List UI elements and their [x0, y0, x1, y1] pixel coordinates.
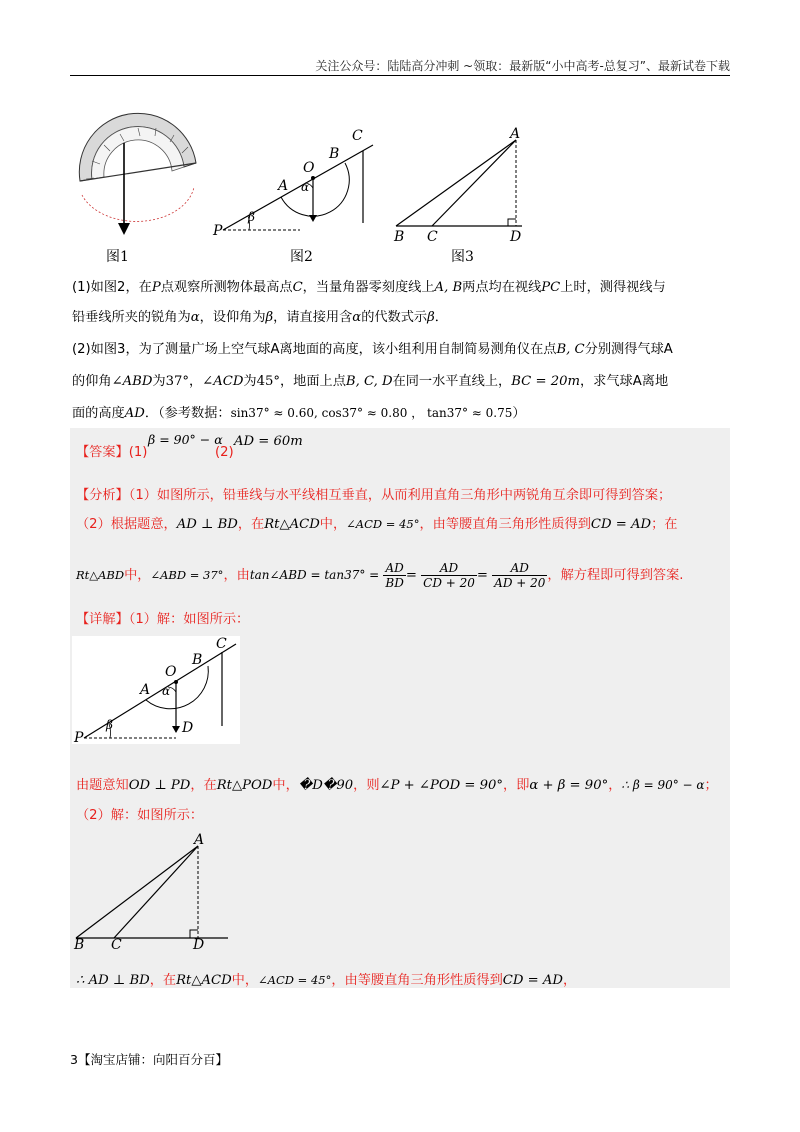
figure-1-protractor: [72, 95, 202, 245]
analysis-label: 【分析】: [76, 488, 129, 503]
fig3-label-B: B: [394, 229, 405, 245]
fig3-label-D: D: [510, 229, 522, 245]
detail-line-4: ∴ AD ⊥ BD，在Rt△ACD中，∠ACD = 45°，由等腰直角三角形性质得到CD = AD，: [76, 973, 577, 988]
page-footer: 3【淘宝店铺：向阳百分百】: [70, 1052, 228, 1067]
detail-figure-1: [72, 636, 240, 744]
header-divider: [70, 75, 730, 76]
fig2-label-beta: β: [248, 210, 255, 224]
figure-3-diagram: [388, 130, 528, 230]
detail-fig2-label-C: C: [111, 937, 122, 953]
fig2-label-B: B: [329, 146, 340, 162]
fraction-ad-bd: $\frac{AD}{BD}$: [385, 560, 404, 590]
fig2-label-P: P: [213, 223, 223, 239]
detail-figure-2: [72, 832, 232, 952]
detail-line-1: 【详解】（1）解：如图所示：: [76, 612, 250, 627]
answer-2: AD = 60m: [234, 434, 303, 449]
detail-fig1-label-alpha: α: [162, 684, 171, 698]
detail-fig1-label-D: D: [182, 720, 194, 736]
figure-3-caption: 图3: [451, 249, 474, 265]
analysis-line-3: Rt△ABD中，∠ABD = 37°，由tan∠ABD = tan37° = $\frac{AD}{BD}$ = $\frac{AD}{CD + 20}$ = $\frac{AD}{AD + 20}$ ，解方程即可得到答案.: [76, 560, 684, 590]
question-1-line-2: 铅垂线所夹的锐角为α，设仰角为β，请直接用含α的代数式示β．: [72, 310, 448, 325]
detail-fig2-label-A: A: [194, 832, 205, 848]
fig2-label-C: C: [352, 128, 363, 144]
detail-fig2-label-B: B: [74, 937, 85, 953]
detail-line-3: （2）解：如图所示：: [76, 808, 204, 823]
answer-1: β = 90° − α: [148, 432, 223, 447]
fig2-label-A: A: [278, 178, 289, 194]
detail-fig1-label-O: O: [165, 664, 177, 680]
question-2-line-2: 的仰角∠ABD为37°，∠ACD为45°，地面上点B, C, D在同一水平直线上，BC = 20m，求气球A离地: [72, 374, 669, 389]
analysis-line-1: 【分析】（1）如图所示，铅垂线与水平线相互垂直，从而利用直角三角形中两锐角互余即可得到答案；: [76, 488, 672, 503]
page-header: 关注公众号：陆陆高分冲刺 ~领取：最新版“小中高考-总复习”、最新试卷下载: [315, 59, 730, 73]
answer-label: 【答案】(1): [76, 445, 148, 460]
fig3-label-A: A: [510, 126, 521, 142]
fraction-ad-ad20: $\frac{AD}{AD + 20}$: [494, 560, 546, 590]
analysis-line-2: （2）根据题意，AD ⊥ BD，在Rt△ACD中，∠ACD = 45°，由等腰直角三角形性质得到CD = AD；在: [76, 517, 678, 532]
figure-1-caption: 图1: [106, 249, 129, 265]
detail-fig1-label-P: P: [74, 730, 84, 746]
question-2-line-3: 面的高度AD．（参考数据：sin37° ≈ 0.60, cos37° ≈ 0.80 ， tan37° ≈ 0.75）: [72, 406, 526, 421]
fraction-ad-cd20: $\frac{AD}{CD + 20}$: [423, 560, 475, 590]
answer-2-label: (2): [215, 445, 234, 460]
detail-fig2-label-D: D: [193, 937, 205, 953]
fig3-label-C: C: [427, 229, 438, 245]
detail-label: 【详解】: [76, 612, 129, 627]
fig2-label-O: O: [303, 160, 315, 176]
detail-line-2: 由题意知OD ⊥ PD，在Rt△POD中，�D�90，则∠P + ∠POD = 90°，即α + β = 90°，∴ β = 90° − α；: [76, 778, 718, 793]
detail-fig1-label-C: C: [216, 636, 227, 652]
question-1-line-1: (1)如图2，在P点观察所测物体最高点C，当量角器零刻度线上A, B两点均在视线PC上时，测得视线与: [72, 280, 666, 295]
detail-fig1-label-B: B: [192, 652, 203, 668]
detail-fig1-label-A: A: [140, 682, 151, 698]
figure-2-caption: 图2: [290, 249, 313, 265]
detail-fig1-label-beta: β: [106, 718, 113, 732]
fig2-label-alpha: α: [301, 180, 310, 194]
question-2-line-1: (2)如图3，为了测量广场上空气球A离地面的高度，该小组利用自制简易测角仪在点B, C分别测得气球A: [72, 342, 673, 357]
